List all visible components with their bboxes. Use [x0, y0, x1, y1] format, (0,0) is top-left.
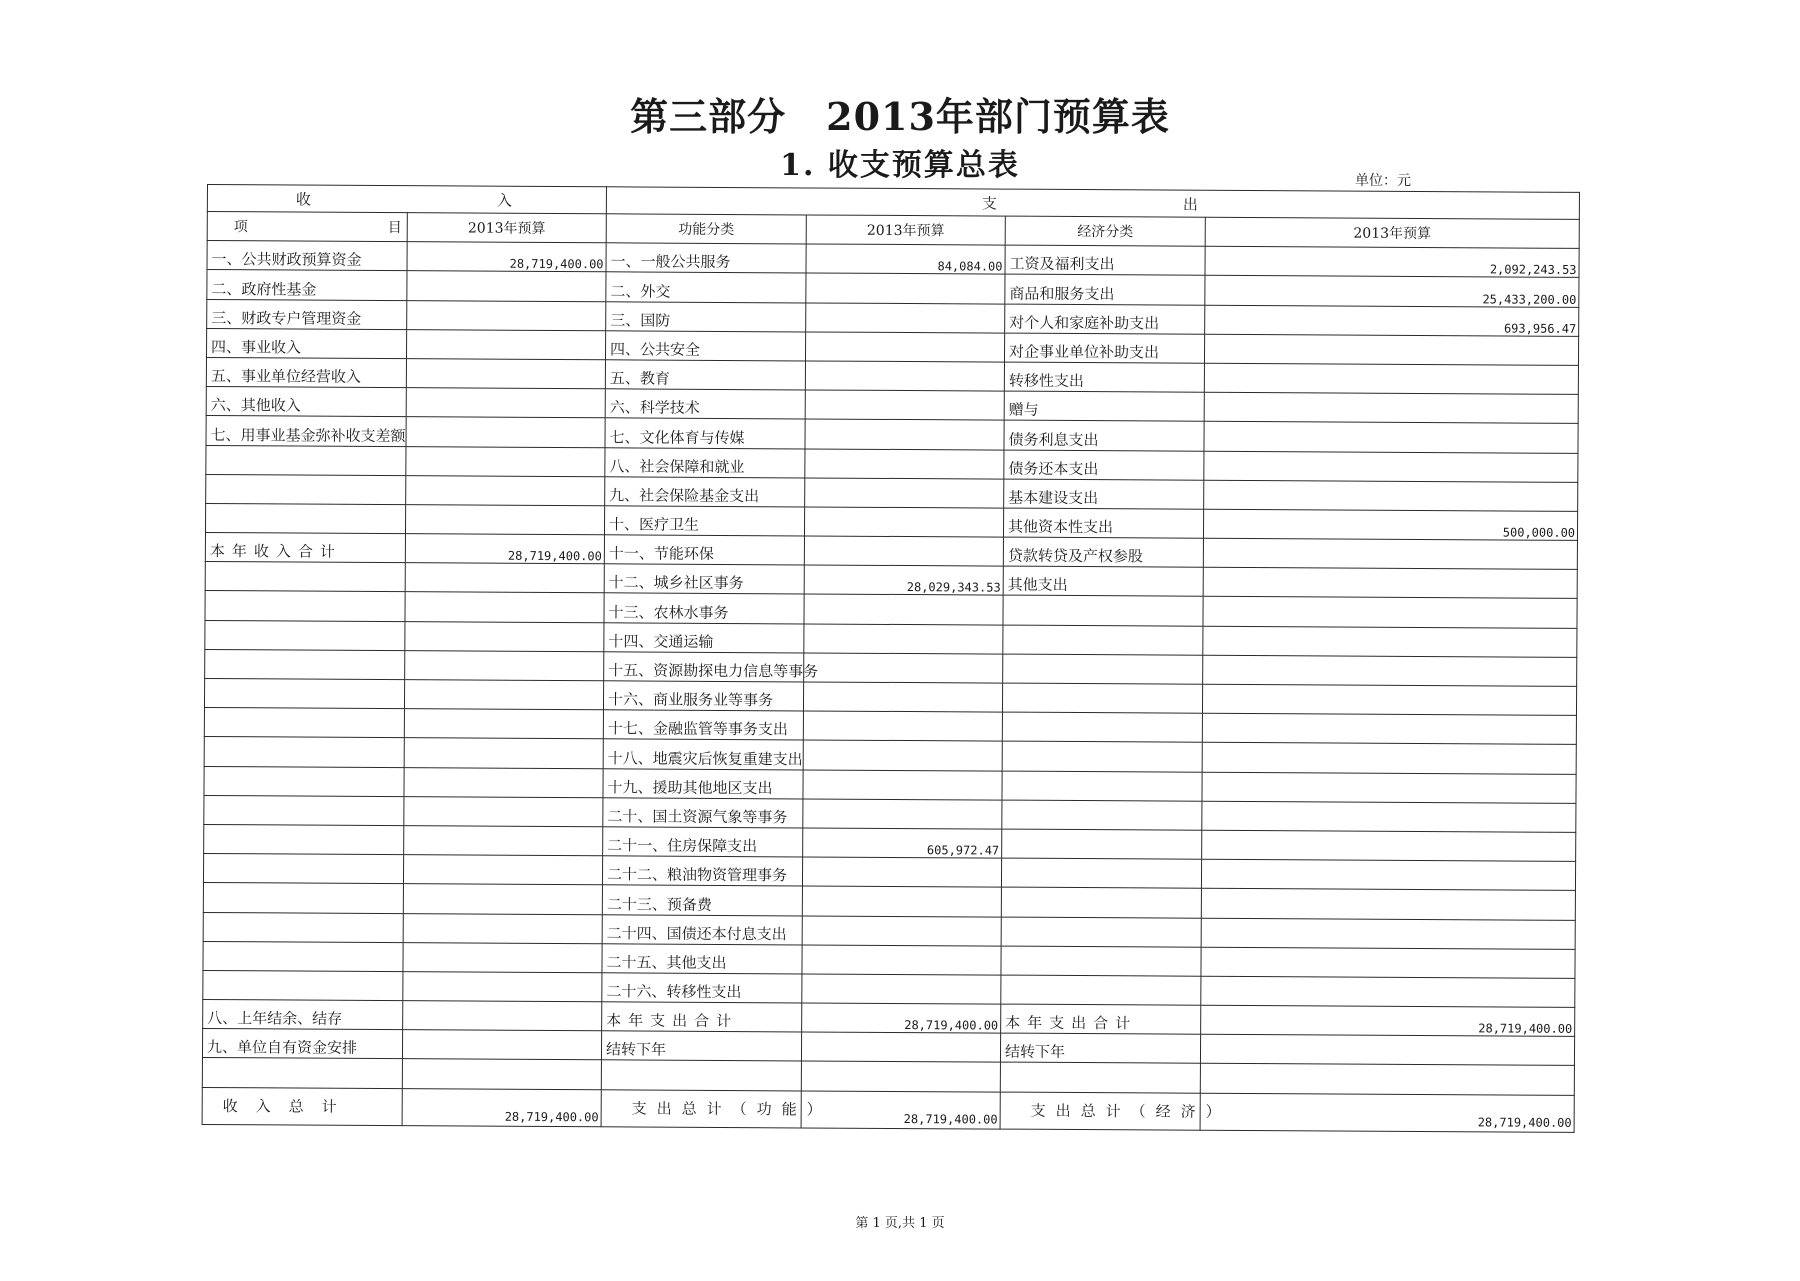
func-budget-header: 2013年预算	[806, 215, 1005, 245]
econ-item: 债务还本支出	[1004, 450, 1204, 480]
func-class-header: 功能分类	[606, 214, 806, 244]
income-item: 八、上年结余、结存	[203, 1000, 403, 1030]
income-amount	[405, 592, 604, 622]
econ-amount	[1202, 713, 1576, 744]
econ-amount	[1204, 451, 1578, 482]
income-amount	[402, 1030, 601, 1060]
income-amount	[403, 884, 602, 914]
income-amount	[406, 475, 605, 505]
func-item: 十三、农林水事务	[604, 593, 804, 623]
income-amount	[407, 300, 606, 330]
func-amount: 605,972.47	[803, 828, 1002, 858]
econ-item	[1001, 946, 1201, 976]
econ-amount: 693,956.47	[1205, 305, 1579, 336]
func-item: 十五、资源勘探电力信息等事务	[604, 652, 804, 682]
func-item: 十四、交通运输	[604, 622, 804, 652]
income-amount	[405, 563, 604, 593]
func-item	[601, 1060, 801, 1090]
func-item: 二十一、住房保障支出	[603, 827, 803, 857]
income-amount	[403, 942, 602, 972]
income-item: 五、事业单位经营收入	[206, 357, 406, 387]
income-item	[205, 503, 405, 533]
econ-amount	[1204, 392, 1578, 423]
income-item	[205, 620, 405, 650]
budget-table	[202, 184, 1580, 1133]
econ-item	[1002, 741, 1202, 771]
func-item: 十一、节能环保	[604, 535, 804, 565]
income-item: 二、政府性基金	[207, 270, 407, 300]
budget-sheet	[201, 184, 1579, 1166]
income-item	[206, 474, 406, 504]
func-amount	[803, 682, 1002, 712]
econ-amount	[1201, 918, 1575, 949]
func-amount	[804, 594, 1003, 624]
func-amount	[804, 507, 1003, 537]
income-amount	[405, 621, 604, 651]
econ-amount	[1203, 597, 1577, 628]
item-header: 项 目	[207, 212, 407, 242]
econ-amount	[1204, 480, 1578, 511]
func-item: 十六、商业服务业等事务	[603, 681, 803, 711]
func-item: 二十四、国债还本付息支出	[602, 914, 802, 944]
econ-item	[1002, 829, 1202, 859]
income-item: 四、事业收入	[207, 328, 407, 358]
income-amount	[404, 680, 603, 710]
econ-item: 转移性支出	[1004, 362, 1204, 392]
econ-item	[1003, 625, 1203, 655]
func-item: 四、公共安全	[605, 331, 805, 361]
econ-item: 赠与	[1004, 391, 1204, 421]
econ-item: 基本建设支出	[1004, 479, 1204, 509]
func-item: 七、文化体育与传媒	[605, 418, 805, 448]
income-item	[203, 883, 403, 913]
econ-item: 其他资本性支出	[1003, 508, 1203, 538]
income-item	[204, 795, 404, 825]
page-title	[0, 86, 1800, 141]
income-item	[205, 562, 405, 592]
econ-amount	[1201, 889, 1575, 920]
income-item	[206, 445, 406, 475]
func-item: 五、教育	[605, 360, 805, 390]
income-total-amount: 28,719,400.00	[402, 1088, 601, 1126]
econ-item: 债务利息支出	[1004, 420, 1204, 450]
income-amount	[406, 329, 605, 359]
income-item	[203, 912, 403, 942]
grand-total-row	[202, 1087, 1574, 1132]
income-amount	[403, 972, 602, 1002]
econ-item	[1002, 712, 1202, 742]
income-amount	[406, 417, 605, 447]
func-amount	[805, 390, 1004, 420]
income-item: 七、用事业基金弥补收支差额	[206, 416, 406, 446]
func-amount	[801, 1032, 1000, 1062]
func-amount: 84,084.00	[806, 244, 1005, 274]
econ-amount	[1203, 626, 1577, 657]
unit-label: 单位：元	[1355, 173, 1411, 189]
income-item	[204, 737, 404, 767]
econ-item	[1002, 800, 1202, 830]
income-item	[204, 708, 404, 738]
func-amount	[805, 419, 1004, 449]
income-amount	[403, 855, 602, 885]
func-item: 十九、援助其他地区支出	[603, 768, 803, 798]
func-amount	[804, 536, 1003, 566]
econ-total-label: 支出总计（经济）	[1000, 1092, 1200, 1130]
func-item: 十八、地震灾后恢复重建支出	[603, 739, 803, 769]
income-amount	[405, 505, 604, 535]
income-amount	[404, 826, 603, 856]
income-item	[203, 970, 403, 1000]
income-header: 收 入	[207, 185, 606, 214]
func-item: 结转下年	[601, 1031, 801, 1061]
econ-amount	[1201, 976, 1575, 1007]
func-item: 二十三、预备费	[602, 885, 802, 915]
func-amount	[805, 478, 1004, 508]
func-amount	[802, 974, 1001, 1004]
func-amount: 28,719,400.00	[802, 1003, 1001, 1033]
income-amount	[407, 271, 606, 301]
econ-budget-header: 2013年预算	[1205, 217, 1579, 248]
econ-item: 其他支出	[1003, 566, 1203, 596]
econ-amount	[1200, 1064, 1574, 1095]
econ-amount: 25,433,200.00	[1205, 276, 1579, 307]
income-amount: 28,719,400.00	[405, 534, 604, 564]
econ-amount	[1201, 859, 1575, 890]
econ-item	[1001, 858, 1201, 888]
income-item: 一、公共财政预算资金	[207, 241, 407, 271]
page-footer: 第 1 页,共 1 页	[855, 1216, 945, 1231]
econ-amount	[1202, 772, 1576, 803]
econ-amount	[1201, 947, 1575, 978]
income-amount	[403, 913, 602, 943]
table-body	[202, 241, 1579, 1132]
econ-total-amount: 28,719,400.00	[1200, 1093, 1574, 1132]
func-amount	[802, 857, 1001, 887]
econ-amount	[1203, 567, 1577, 598]
income-amount	[406, 359, 605, 389]
econ-amount: 2,092,243.53	[1205, 246, 1579, 277]
econ-item	[1000, 1063, 1200, 1093]
income-item: 九、单位自有资金安排	[202, 1029, 402, 1059]
func-amount	[802, 945, 1001, 975]
func-item: 三、国防	[606, 301, 806, 331]
func-total-label: 支出总计（功能）	[601, 1089, 801, 1127]
func-item: 二十、国土资源气象等事务	[603, 798, 803, 828]
income-amount	[402, 1059, 601, 1089]
econ-amount: 28,719,400.00	[1201, 1005, 1575, 1036]
func-amount	[803, 740, 1002, 770]
func-item: 六、科学技术	[605, 389, 805, 419]
func-amount	[805, 332, 1004, 362]
income-amount	[404, 709, 603, 739]
income-item	[203, 941, 403, 971]
income-item	[204, 678, 404, 708]
income-total-label: 收入总计	[202, 1087, 402, 1125]
econ-item: 商品和服务支出	[1005, 274, 1205, 304]
func-amount	[803, 770, 1002, 800]
income-item	[202, 1058, 402, 1088]
income-budget-header: 2013年预算	[407, 213, 606, 243]
econ-item: 工资及福利支出	[1005, 245, 1205, 275]
econ-amount	[1200, 1034, 1574, 1065]
econ-amount	[1204, 422, 1578, 453]
econ-item: 贷款转贷及产权参股	[1003, 537, 1203, 567]
econ-item	[1001, 917, 1201, 947]
title-part: 第三部分	[630, 94, 787, 139]
econ-item	[1001, 975, 1201, 1005]
econ-item: 结转下年	[1000, 1033, 1200, 1063]
func-amount	[806, 273, 1005, 303]
func-amount: 28,029,343.53	[804, 565, 1003, 595]
func-amount	[801, 1061, 1000, 1091]
func-amount	[805, 361, 1004, 391]
econ-item: 对企事业单位补助支出	[1004, 333, 1204, 363]
econ-amount: 500,000.00	[1203, 509, 1577, 540]
income-item	[204, 824, 404, 854]
func-item: 十二、城乡社区事务	[604, 564, 804, 594]
econ-item	[1002, 771, 1202, 801]
func-amount	[806, 303, 1005, 333]
income-item	[205, 591, 405, 621]
econ-item: 对个人和家庭补助支出	[1005, 304, 1205, 334]
econ-amount	[1204, 334, 1578, 365]
econ-amount	[1202, 684, 1576, 715]
func-item: 二十五、其他支出	[602, 943, 802, 973]
econ-amount	[1203, 538, 1577, 569]
func-item: 九、社会保险基金支出	[605, 476, 805, 506]
income-amount	[404, 738, 603, 768]
func-amount	[805, 448, 1004, 478]
econ-item: 本年支出合计	[1001, 1004, 1201, 1034]
func-total-amount: 28,719,400.00	[801, 1091, 1000, 1129]
func-item: 十七、金融监管等事务支出	[603, 710, 803, 740]
income-item: 三、财政专户管理资金	[207, 299, 407, 329]
income-amount	[405, 650, 604, 680]
econ-amount	[1202, 743, 1576, 774]
func-item: 一、一般公共服务	[606, 243, 806, 273]
title-year: 2013年部门预算表	[826, 94, 1170, 139]
func-amount	[804, 624, 1003, 654]
income-amount	[404, 796, 603, 826]
func-amount	[803, 799, 1002, 829]
econ-amount	[1202, 801, 1576, 832]
econ-item	[1003, 596, 1203, 626]
func-item: 二十六、转移性支出	[602, 973, 802, 1003]
econ-class-header: 经济分类	[1005, 216, 1205, 246]
income-item	[205, 649, 405, 679]
table-subtitle: 1. 收支预算总表	[780, 148, 1020, 183]
econ-item	[1001, 887, 1201, 917]
income-item	[204, 766, 404, 796]
econ-amount	[1204, 363, 1578, 394]
func-item: 十、医疗卫生	[604, 506, 804, 536]
func-amount	[802, 915, 1001, 945]
func-item: 八、社会保障和就业	[605, 447, 805, 477]
func-item: 二、外交	[606, 272, 806, 302]
expense-header: 支 出	[606, 187, 1579, 220]
func-item: 二十二、粮油物资管理事务	[602, 856, 802, 886]
func-amount	[802, 886, 1001, 916]
econ-amount	[1203, 655, 1577, 686]
income-item	[203, 854, 403, 884]
income-amount	[406, 388, 605, 418]
income-amount: 28,719,400.00	[407, 242, 606, 272]
func-amount	[804, 653, 1003, 683]
income-amount	[404, 767, 603, 797]
econ-amount	[1202, 830, 1576, 861]
econ-item	[1003, 654, 1203, 684]
func-amount	[803, 711, 1002, 741]
econ-item	[1002, 683, 1202, 713]
income-amount	[403, 1001, 602, 1031]
income-amount	[406, 446, 605, 476]
income-item: 六、其他收入	[206, 387, 406, 417]
func-item: 本年支出合计	[602, 1002, 802, 1032]
income-item: 本年收入合计	[205, 533, 405, 563]
